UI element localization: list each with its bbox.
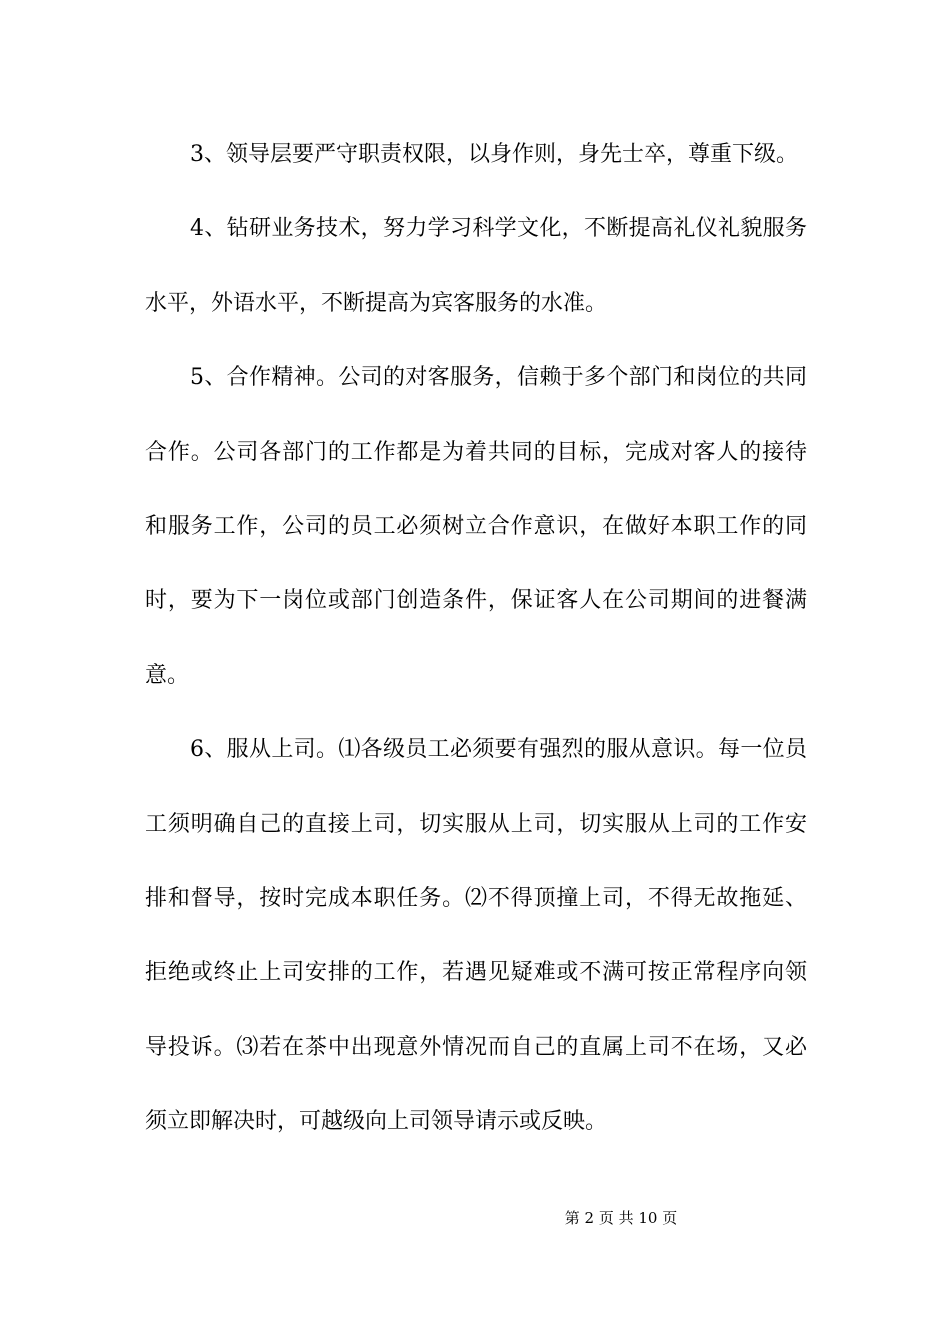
paragraph-item-6 [145, 713, 807, 1159]
paragraph-line: 和服务工作，公司的员工必须树立合作意识，在做好本职工作的同 [145, 513, 807, 539]
paragraph-line: 须立即解决时，可越级向上司领导请示或反映。 [145, 1109, 608, 1135]
paragraph-line: 水平，外语水平，不断提高为宾客服务的水准。 [145, 290, 608, 316]
document-body [145, 118, 807, 1159]
paragraph-line: 工须明确自己的直接上司，切实服从上司，切实服从上司的工作安 [145, 811, 807, 837]
paragraph-line: 6、服从上司。⑴各级员工必须要有强烈的服从意识。每一位员 [190, 737, 807, 763]
paragraph-item-5 [145, 341, 807, 713]
paragraph-item-3 [145, 118, 807, 192]
paragraph-line: 时，要为下一岗位或部门创造条件，保证客人在公司期间的进餐满 [145, 588, 807, 614]
page-footer-indicator: 第 2 页 共 10 页 [564, 1209, 678, 1227]
paragraph-line: 5、合作精神。公司的对客服务，信赖于多个部门和岗位的共同 [190, 365, 807, 391]
paragraph-line: 4、钻研业务技术，努力学习科学文化，不断提高礼仪礼貌服务 [190, 216, 807, 242]
paragraph-line: 导投诉。⑶若在茶中出现意外情况而自己的直属上司不在场，又必 [145, 1034, 807, 1060]
paragraph-line: 意。 [145, 662, 190, 688]
paragraph-item-4 [145, 192, 807, 341]
paragraph-line: 排和督导，按时完成本职任务。⑵不得顶撞上司，不得无故拖延、 [145, 885, 807, 911]
paragraph-line: 3、领导层要严守职责权限，以身作则，身先士卒，尊重下级。 [190, 142, 798, 167]
paragraph-line: 合作。公司各部门的工作都是为着共同的目标，完成对客人的接待 [145, 439, 807, 465]
paragraph-line: 拒绝或终止上司安排的工作，若遇见疑难或不满可按正常程序向领 [145, 960, 807, 986]
